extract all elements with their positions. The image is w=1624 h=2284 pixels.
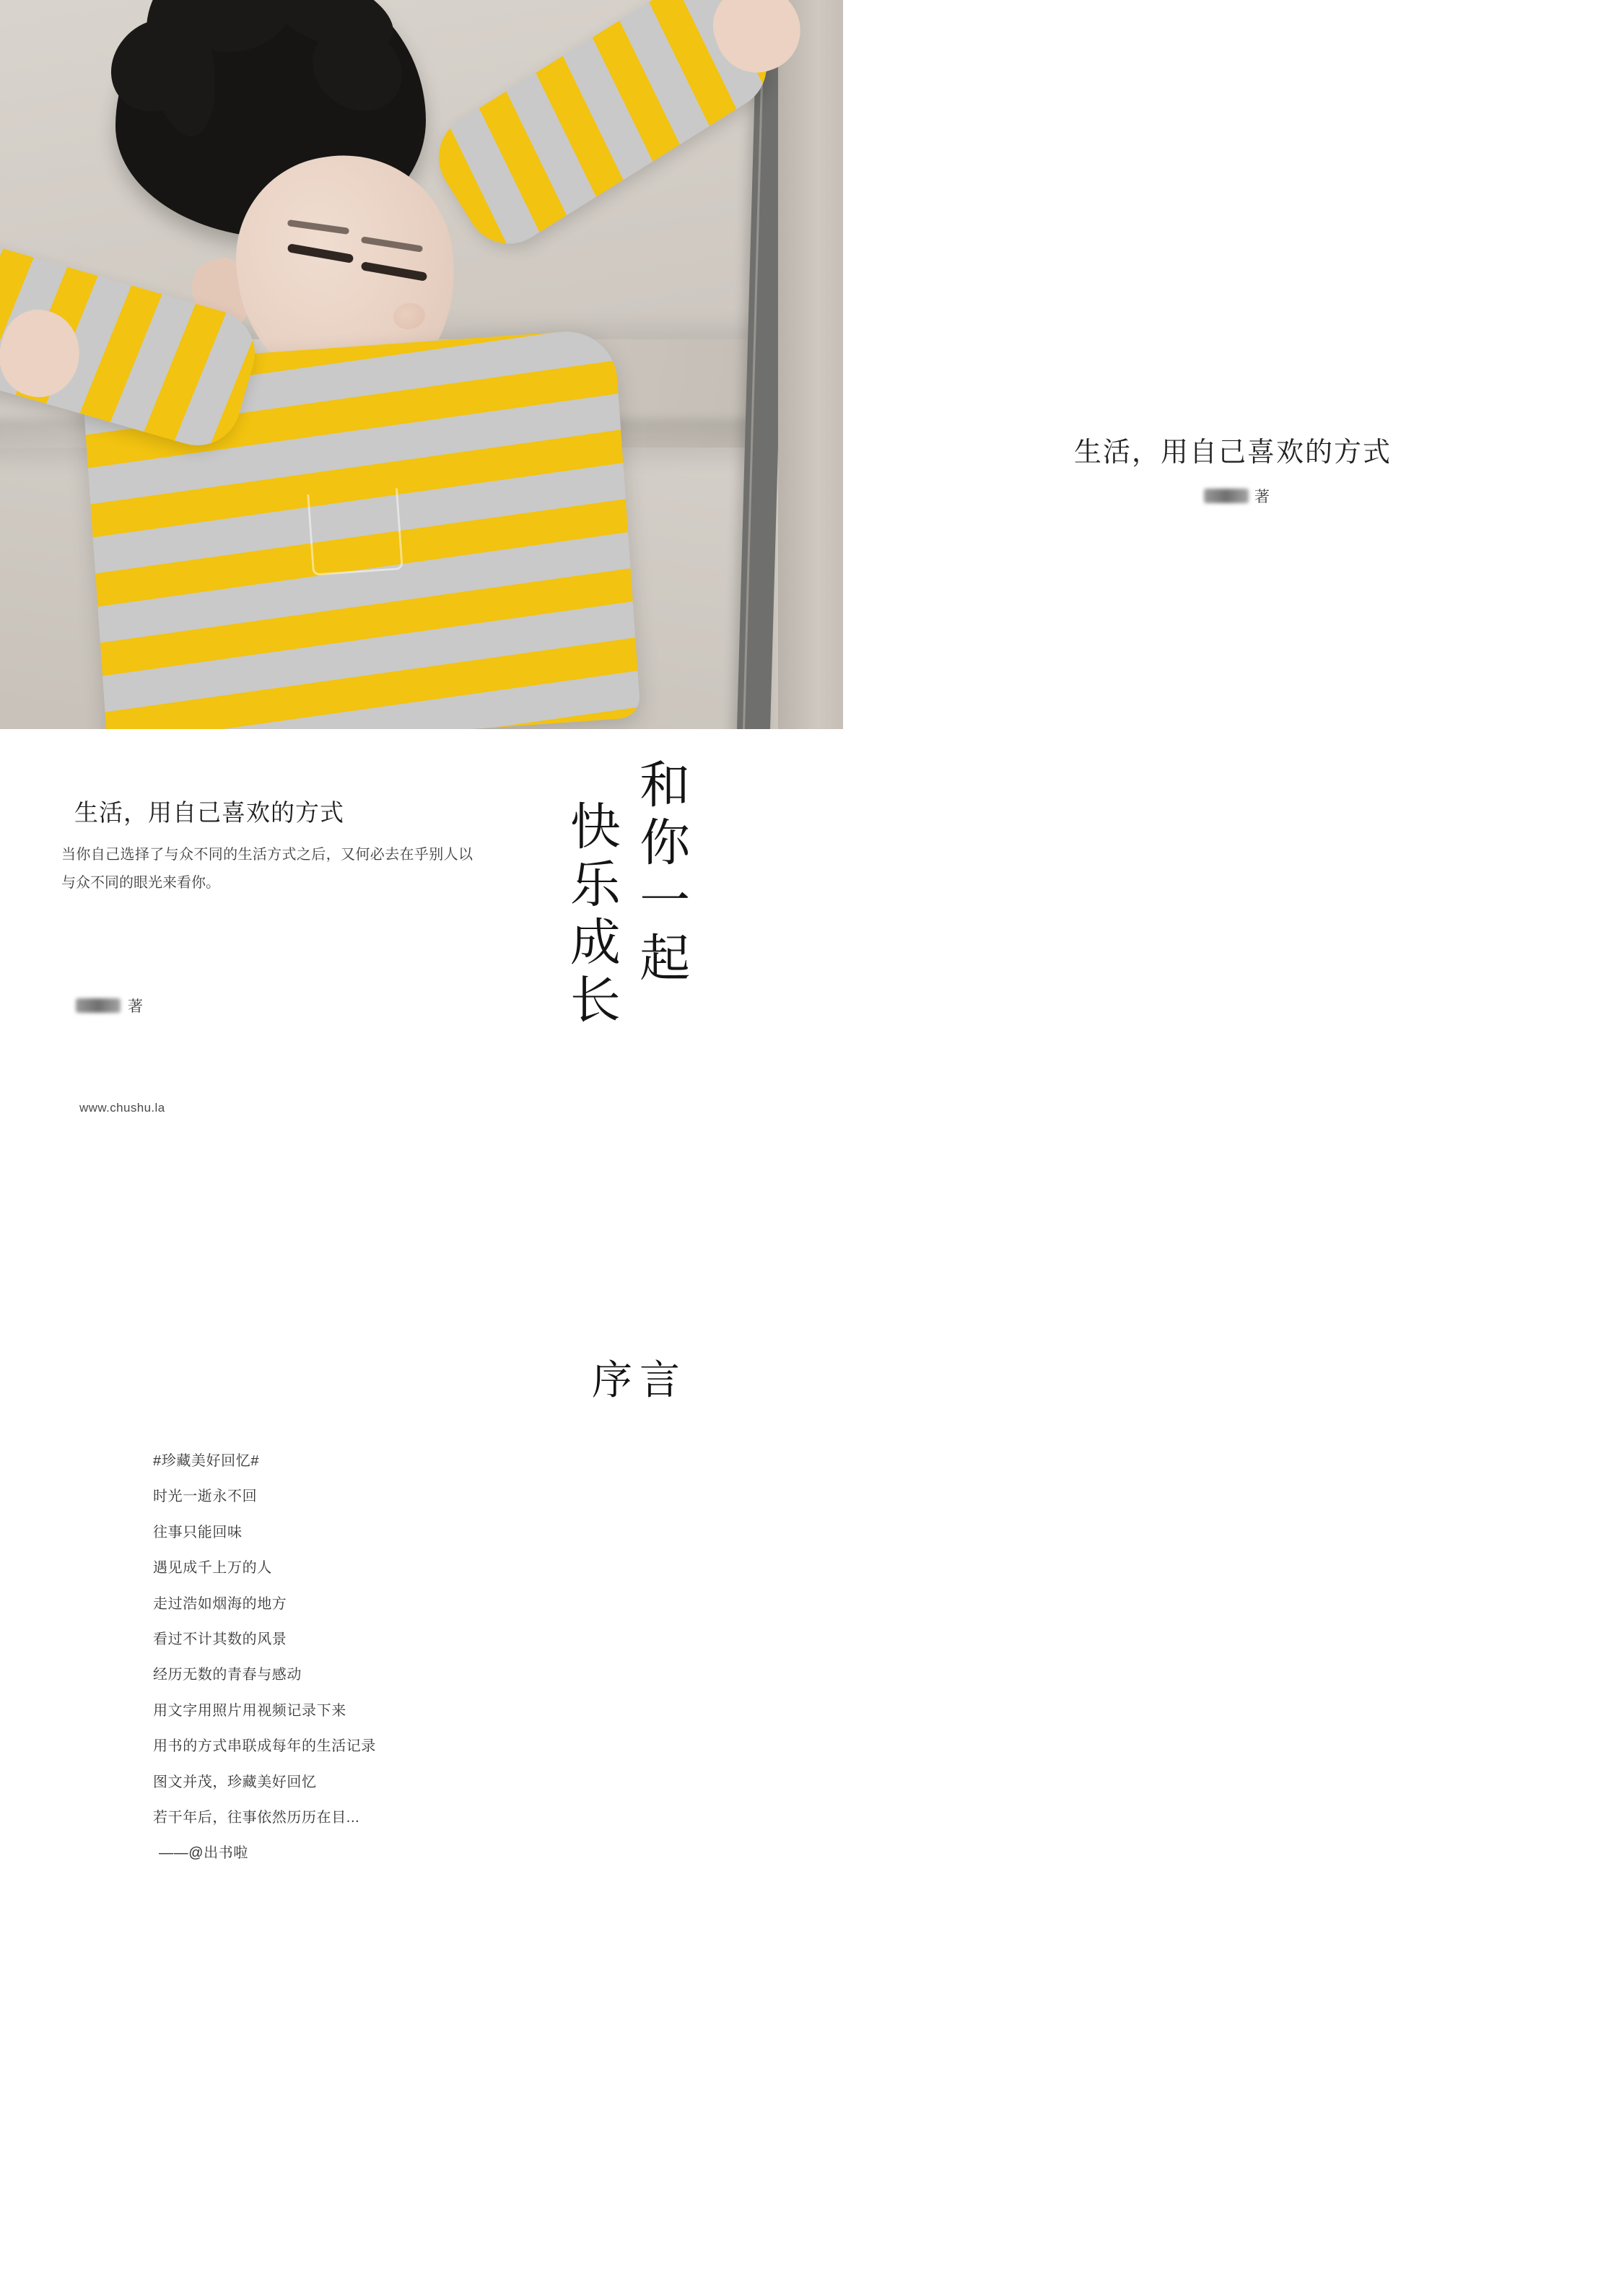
title-page-author-suffix: 著 [128,998,143,1015]
title-page-description: 当你自己选择了与众不同的生活方式之后，又何必去在乎别人以与众不同的眼光来看你。 [61,847,473,891]
cover-title: 生活，用自己喜欢的方式 [1074,437,1392,468]
preface-line: 若干年后，往事依然历历在目... [153,1809,360,1826]
preface-line: #珍藏美好回忆# [153,1453,260,1469]
title-page-heading: 生活，用自己喜欢的方式 [74,799,344,826]
vertical-title-column-1: 和你一起 [632,758,689,989]
preface-line: 用文字用照片用视频记录下来 [153,1702,346,1719]
title-page [0,729,843,1206]
preface-line: 用书的方式串联成每年的生活记录 [153,1738,376,1755]
preface-line: 时光一逝永不回 [153,1488,258,1505]
cover-photo [0,0,843,729]
preface-line: 图文并茂，珍藏美好回忆 [153,1774,317,1790]
cover-author [1204,485,1270,507]
preface-line: 往事只能回味 [153,1524,243,1540]
preface-body [153,1444,803,1872]
preface-line: 遇见成千上万的人 [153,1560,272,1577]
vertical-book-title [563,758,689,1031]
preface-line: 走过浩如烟海的地方 [153,1595,287,1612]
sofa-side-panel [778,0,843,729]
author-name-redacted [1204,489,1249,503]
shirt-pocket [307,488,403,576]
preface-title: 序言 [592,1357,687,1403]
author-name-redacted [76,998,121,1013]
preface-page [0,1292,1624,1942]
preface-line: 经历无数的青春与感动 [153,1667,302,1683]
preface-line: 看过不计其数的风景 [153,1631,287,1647]
cover-text-area [843,0,1624,729]
cover-page [0,0,1624,729]
website-url: www.chushu.la [79,1101,165,1115]
title-page-author [76,995,143,1016]
vertical-title-column-2: 快乐成长 [563,800,620,1031]
preface-signature: ——@出书啦 [159,1845,248,1862]
cover-author-suffix: 著 [1254,489,1270,505]
